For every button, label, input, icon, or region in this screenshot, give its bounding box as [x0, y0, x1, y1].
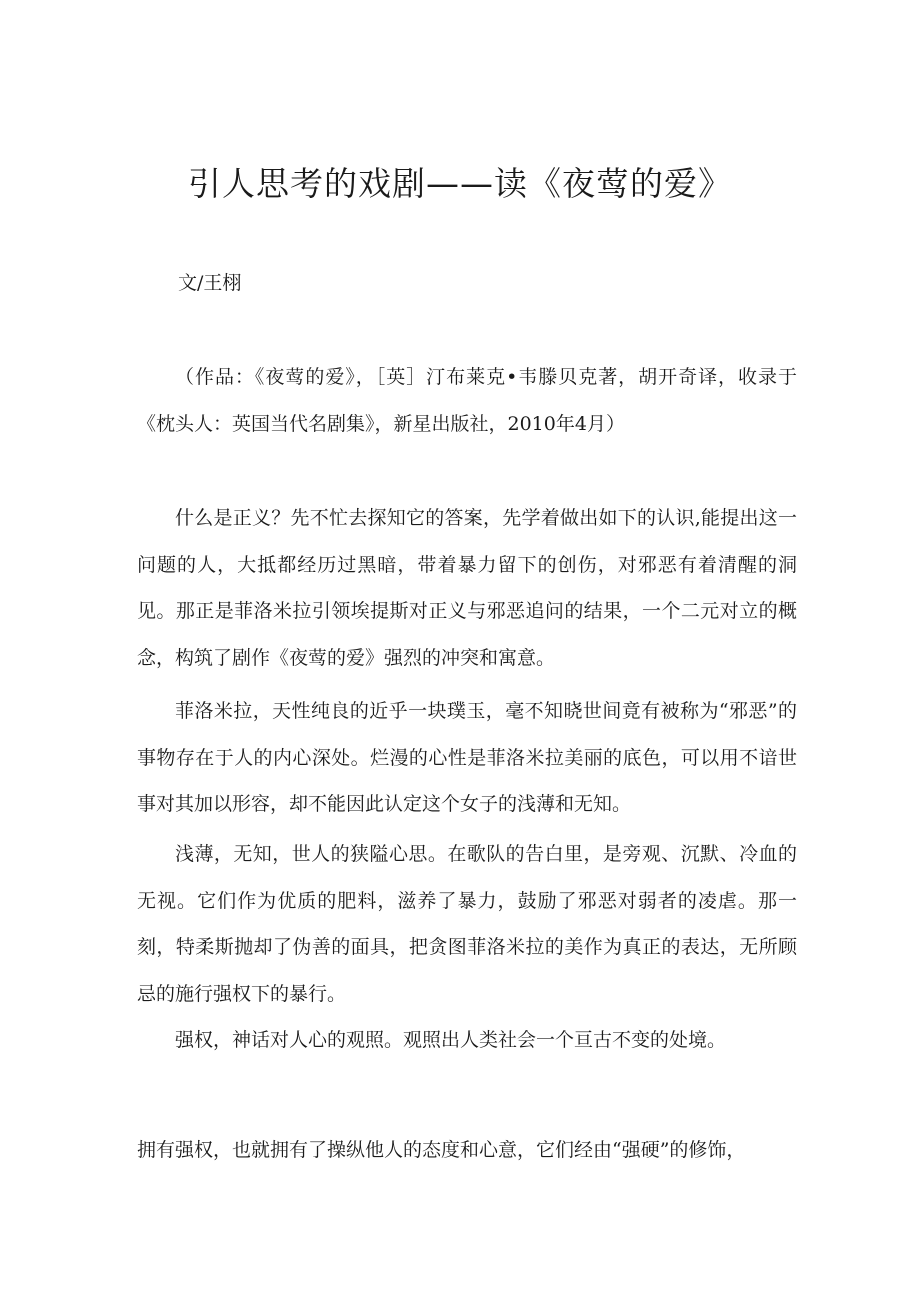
source-note: （作品：《夜莺的爱》，［英］汀布莱克•韦滕贝克著，胡开奇译，收录于《枕头人：英国当代名剧集》，新星出版社，2010年4月） [137, 366, 797, 435]
paragraph-4: 强权，神话对人心的观照。观照出人类社会一个亘古不变的处境。 [175, 1029, 727, 1051]
document-title: 引人思考的戏剧——读《夜莺的爱》 [188, 164, 732, 203]
paragraph-3: 浅薄，无知，世人的狭隘心思。在歌队的告白里，是旁观、沉默、冷血的无视。它们作为优质的肥料，滋养了暴力，鼓励了邪恶对弱者的凌虐。那一刻，特柔斯抛却了伪善的面具，把贪图菲洛米拉的美作为真正的表达，无所顾忌的施行强权下的暴行。 [137, 843, 797, 1005]
paragraph-1: 什么是正义？先不忙去探知它的答案，先学着做出如下的认识,能提出这一问题的人，大抵都经历过黑暗，带着暴力留下的创伤，对邪恶有着清醒的洞见。那正是菲洛米拉引领埃提斯对正义与邪恶追问的结果，一个二元对立的概念，构筑了剧作《夜莺的爱》强烈的冲突和寓意。 [137, 507, 797, 669]
paragraph-2: 菲洛米拉，天性纯良的近乎一块璞玉，毫不知晓世间竟有被称为“邪恶”的事物存在于人的内心深处。烂漫的心性是菲洛米拉美丽的底色，可以用不谙世事对其加以形容，却不能因此认定这个女子的浅薄和无知。 [137, 700, 797, 815]
paragraph-5: 拥有强权，也就拥有了操纵他人的态度和心意，它们经由“强硬”的修饰， [137, 1139, 746, 1161]
author-line: 文/王栩 [178, 272, 242, 294]
